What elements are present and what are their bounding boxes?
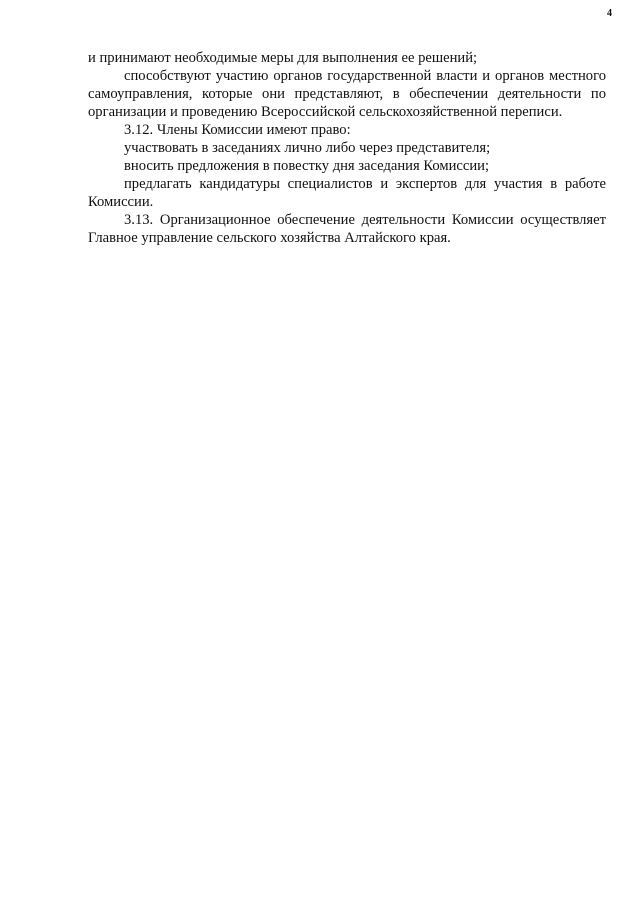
paragraph-section-3-12: 3.12. Члены Комиссии имеют право: bbox=[124, 122, 351, 138]
paragraph-attend-meetings: участвовать в заседаниях лично либо через представителя; bbox=[124, 140, 491, 156]
paragraph-nominate-experts: предлагать кандидатуры специалистов и экспертов для участия в работе Комиссии. bbox=[88, 176, 606, 210]
paragraph-section-3-13: 3.13. Организационное обеспечение деятельности Комиссии осуществляет Главное управление сельского хозяйства Алтайского края. bbox=[88, 212, 606, 246]
paragraph-participation: способствуют участию органов государственной власти и органов местного самоуправления, которые они представляют, в обеспечении деятельности по организации и проведению Всероссийской сельскохозяйственной переписи. bbox=[88, 68, 606, 120]
paragraph-decisions: и принимают необходимые меры для выполнения ее решений; bbox=[88, 50, 478, 66]
page-number: 4 bbox=[607, 8, 612, 19]
document-body bbox=[88, 49, 606, 247]
paragraph-agenda-proposals: вносить предложения в повестку дня заседания Комиссии; bbox=[124, 158, 490, 174]
